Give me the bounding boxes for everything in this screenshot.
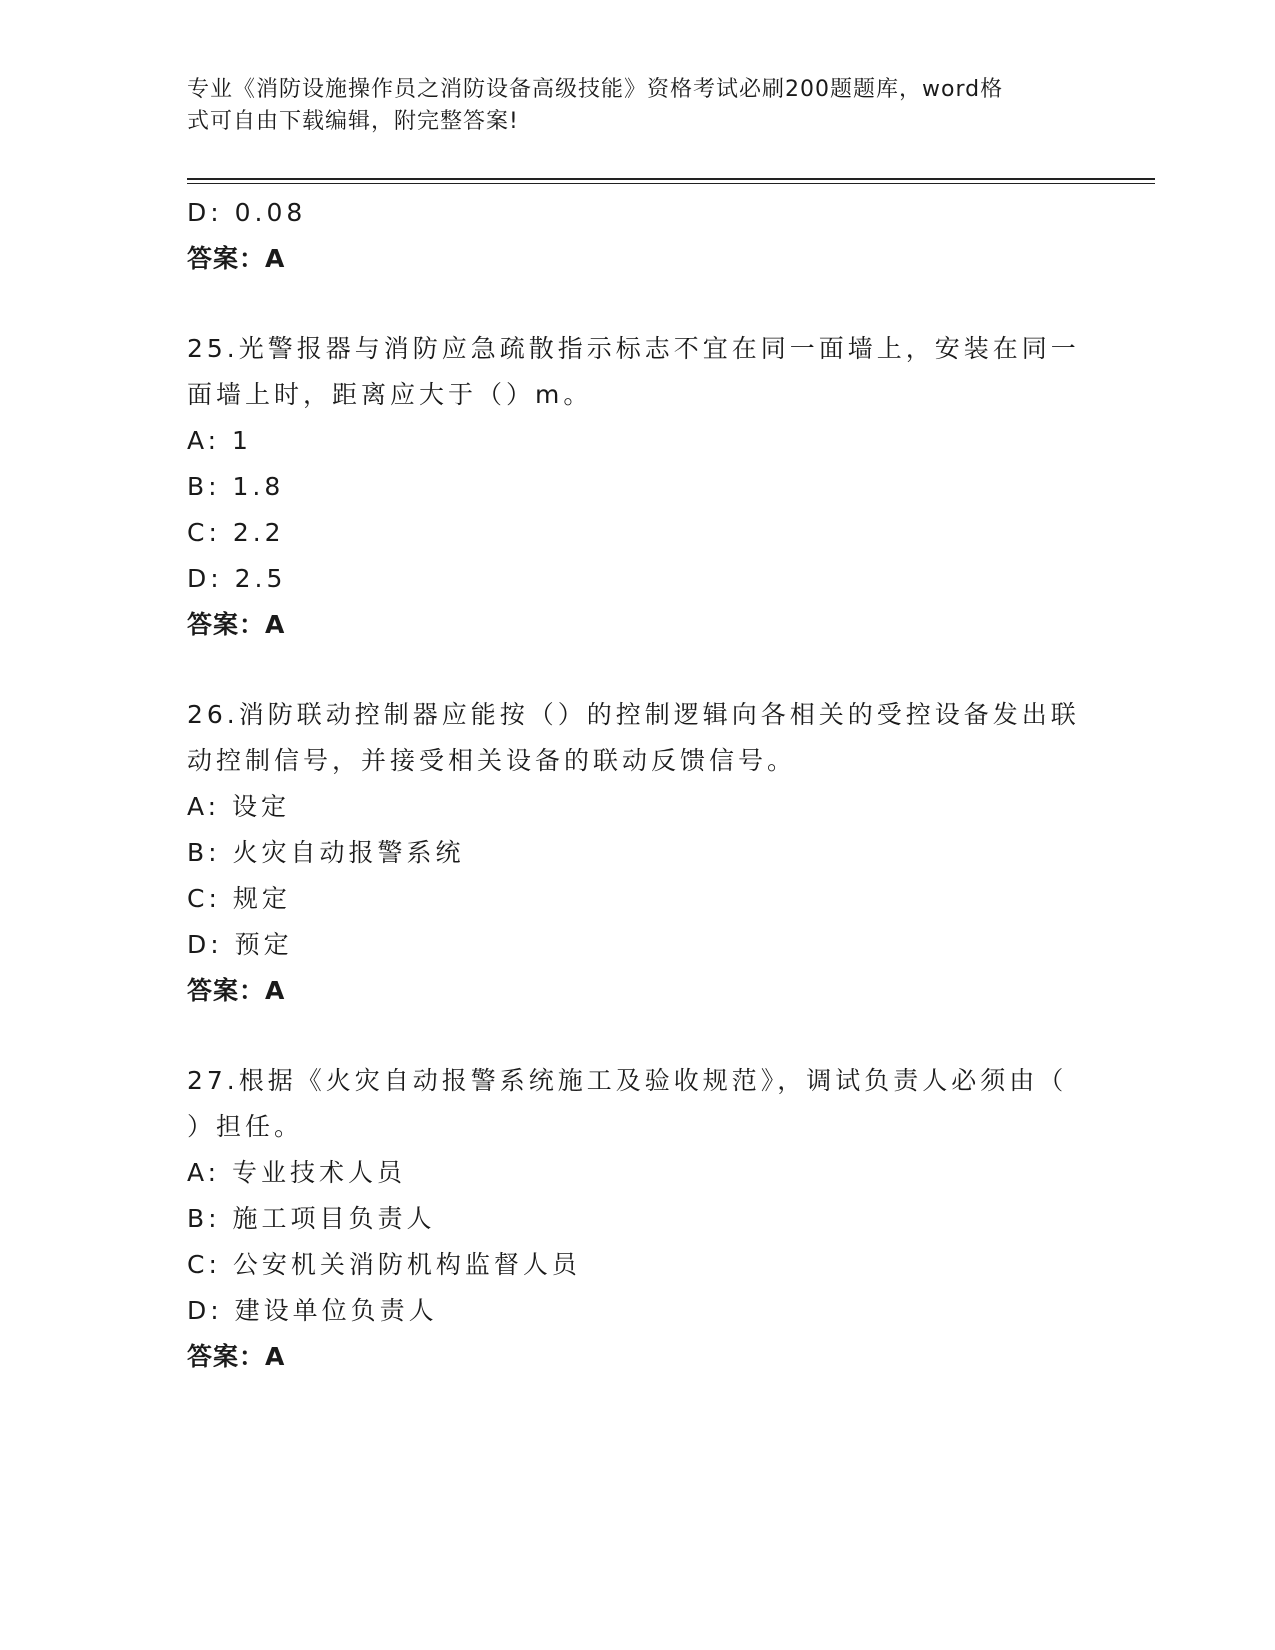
header-title-line-2: 式可自由下载编辑，附完整答案! [187,109,519,134]
header-title-line-1: 专业《消防设施操作员之消防设备高级技能》资格考试必刷200题题库，word格 [187,77,1004,102]
header-divider-thick [187,178,1155,180]
question-25 [187,326,1087,648]
option-d: D: 0.08 [187,198,307,227]
option-b: B: 1.8 [187,472,285,501]
option-d: D: 建设单位负责人 [187,1296,438,1325]
previous-question-tail [187,190,1087,282]
option-b: B: 火灾自动报警系统 [187,838,465,867]
option-a: A: 设定 [187,792,291,821]
option-a: A: 1 [187,426,252,455]
question-stem-line-1: 25.光警报器与消防应急疏散指示标志不宜在同一面墙上，安装在同一 [187,334,1080,363]
document-header [187,74,1067,138]
option-d: D: 预定 [187,930,293,959]
question-stem-line-1: 26.消防联动控制器应能按（）的控制逻辑向各相关的受控设备发出联 [187,700,1080,729]
question-stem-line-2: ）担任。 [187,1112,304,1141]
question-list [187,190,1087,1380]
option-b: B: 施工项目负责人 [187,1204,436,1233]
answer-label: 答案：A [187,244,286,273]
question-27 [187,1058,1087,1380]
question-26 [187,692,1087,1014]
option-c: C: 2.2 [187,518,285,547]
option-a: A: 专业技术人员 [187,1158,407,1187]
header-divider-thin [187,183,1155,184]
option-c: C: 公安机关消防机构监督人员 [187,1250,581,1279]
question-stem-line-2: 动控制信号，并接受相关设备的联动反馈信号。 [187,746,797,775]
answer-label: 答案：A [187,976,286,1005]
answer-label: 答案：A [187,1342,286,1371]
answer-label: 答案：A [187,610,286,639]
option-d: D: 2.5 [187,564,287,593]
question-stem-line-2: 面墙上时，距离应大于（）m。 [187,380,593,409]
question-stem-line-1: 27.根据《火灾自动报警系统施工及验收规范》，调试负责人必须由（ [187,1066,1068,1095]
option-c: C: 规定 [187,884,291,913]
